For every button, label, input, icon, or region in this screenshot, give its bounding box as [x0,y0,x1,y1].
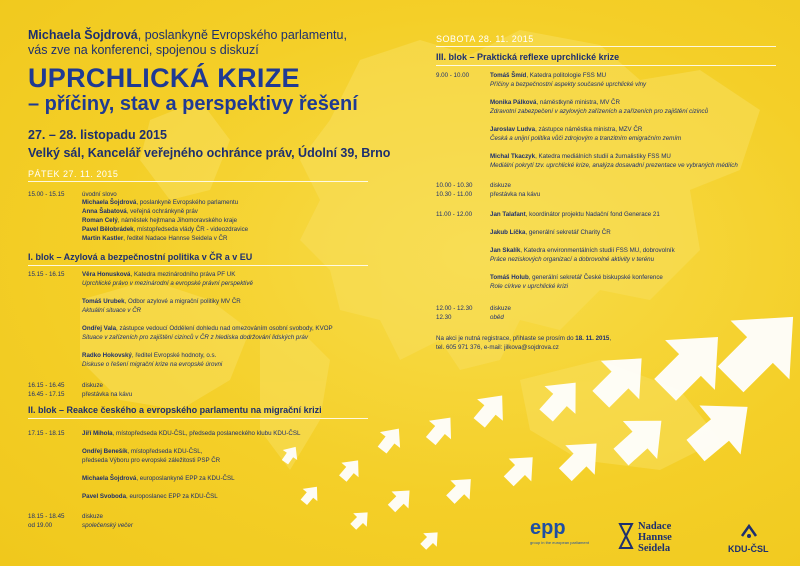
talk-speaker: Pavel Svoboda, europoslanec EPP za KDU-ČSL [82,493,218,500]
block3-divider [436,65,776,66]
opening-speaker: Pavel Bělobrádek, místopředseda vlády ČR - videozdravice [82,226,249,233]
closing-time: od 19.00 [28,522,53,529]
page-subtitle: – příčiny, stav a perspektivy řešení [28,93,358,115]
talk-speaker: Jaroslav Ludva, zástupce náměstka ministra, MZV ČR [490,126,643,133]
closing-label: diskuze [490,305,511,312]
organizer-line [28,28,347,43]
break-label: diskuze [490,182,511,189]
epp-logo-subtext: group in the european parliament [530,540,589,545]
break-time: 10.30 - 11.00 [436,191,473,198]
talk-speaker: Tomáš Urubek, Odbor azylové a migrační politiky MV ČR [82,298,241,305]
opening-label: úvodní slovo [82,191,117,198]
event-venue: Velký sál, Kancelář veřejného ochránce práv, Údolní 39, Brno [28,146,391,160]
talk-topic: Uprchlické právo v mezinárodní a evropské právní perspektivě [82,280,253,287]
opening-time: 15.00 - 15.15 [28,191,65,198]
closing-time: 12.00 - 12.30 [436,305,473,312]
talk-speaker: Ondřej Benešík, místopředseda KDU-ČSL, [82,448,203,455]
organizer-name: Michaela Šojdrová [28,28,138,42]
opening-speaker: Michaela Šojdrová, poslankyně Evropského parlamentu [82,199,239,206]
kdu-csl-logo: KDU-ČSL [728,544,769,554]
registration-note: Na akci je nutná registrace, přihlaste se prosím do 18. 11. 2015, [436,335,612,342]
block3-time: 9.00 - 10.00 [436,72,470,79]
kdu-csl-icon [738,522,760,542]
closing-time: 12.30 [436,314,452,321]
talk-topic: Práce neziskových organizací a dobrovolné aktivity v terénu [490,256,655,263]
talk-topic: Diskuse o řešení migrační krize na evropské úrovni [82,361,223,368]
talk-topic: Situace v zařízeních pro zajištění cizinců v ČR z hlediska dodržování lidských práv [82,334,308,341]
break-label: diskuze [82,382,103,389]
day1-heading: PÁTEK 27. 11. 2015 [28,169,119,179]
talk-speaker: Michaela Šojdrová, europoslankyně EPP za KDU-ČSL [82,475,235,482]
epp-logo-text: epp [530,517,566,539]
talk-speaker: Jakub Líčka, generální sekretář Charity ČR [490,229,611,236]
page-title: UPRCHLICKÁ KRIZE [28,63,300,93]
break-time: 10.00 - 10.30 [436,182,473,189]
talk-topic: Česká a unijní politika vůči zdrojovým a tranzitním emigračním zemím [490,135,682,142]
epp-logo [530,517,589,545]
closing-label: oběd [490,314,504,321]
talk-topic: Role církve v uprchlické krizi [490,283,569,290]
hanns-seidel-logo: Nadace Hannse Seidela [638,521,672,554]
talk-speaker: Jan Skalík, Katedra environmentálních studií FSS MU, dobrovolník [490,247,675,254]
talk-speaker: Tomáš Šmíd, Katedra politologie FSS MU [490,72,607,79]
break-label: přestávka na kávu [490,191,541,198]
closing-label: diskuze [82,513,103,520]
closing-label: společenský večer [82,522,133,529]
day2-divider [436,46,776,47]
block1-divider [28,265,368,266]
block2-time: 17.15 - 18.15 [28,430,65,437]
hanns-seidel-icon [618,522,634,550]
talk-speaker: Monika Pálková, náměstkyně ministra, MV ČR [490,99,620,106]
talk-topic: Mediální pokrytí tzv. uprchlické krize, analýza dosavadní prezentace ve vybraných médiích [490,162,738,169]
opening-speaker: Martin Kastler, ředitel Nadace Hannse Seidela v ČR [82,235,228,242]
registration-contact: tel. 605 971 376, e-mail: jilkova@sojdrova.cz [436,344,559,351]
talk-speaker-role2: předseda Výboru pro evropské záležitosti PSP ČR [82,457,221,464]
talk-speaker: Jiří Mihola, místopředseda KDU-ČSL, předseda poslaneckého klubu KDU-ČSL [82,430,301,437]
talk-topic: Příčiny a bezpečnostní aspekty současné uprchlické vlny [490,81,647,88]
day1-divider [28,181,368,182]
block2-title: II. blok – Reakce českého a evropského parlamentu na migrační krizi [28,405,322,415]
break-label: přestávka na kávu [82,391,133,398]
day2-heading: SOBOTA 28. 11. 2015 [436,34,534,44]
event-dates: 27. – 28. listopadu 2015 [28,128,167,142]
talk-speaker: Věra Honusková, Katedra mezinárodního práva PF UK [82,271,236,278]
break-time: 16.15 - 16.45 [28,382,65,389]
opening-speaker: Roman Celý, náměstek hejtmana Jihomoravského kraje [82,217,238,224]
talk-topic: Zdravotní zabezpečení v azylových zařízeních a zařízeních pro zajištění cizinců [490,108,709,115]
block3-title: III. blok – Praktická reflexe uprchlické krize [436,52,620,62]
invite-line: vás zve na konferenci, spojenou s diskuzí [28,43,259,57]
talk-speaker: Radko Hokovský, ředitel Evropské hodnoty, o.s. [82,352,217,359]
closing-time: 18.15 - 18.45 [28,513,65,520]
break-time: 16.45 - 17.15 [28,391,65,398]
talk-speaker: Jan Talafant, koordinátor projektu Nadační fond Generace 21 [490,211,660,218]
block2-divider [28,418,368,419]
block1-time: 15.15 - 16.15 [28,271,65,278]
organizer-role: , poslankyně Evropského parlamentu, [137,28,347,42]
talk-speaker: Ondřej Vala, zástupce vedoucí Oddělení dohledu nad omezováním osobní svobody, KVOP [82,325,333,332]
talk-speaker: Michal Tkaczyk, Katedra mediálních studií a žurnalistiky FSS MU [490,153,671,160]
opening-speaker: Anna Šabatová, veřejná ochránkyně práv [82,208,198,215]
block1-title: I. blok – Azylová a bezpečnostní politika v ČR a v EU [28,252,253,262]
talk-topic: Aktuální situace v ČR [82,307,142,314]
talk-speaker: Tomáš Holub, generální sekretář České biskupské konference [490,274,663,281]
block4-time: 11.00 - 12.00 [436,211,473,218]
